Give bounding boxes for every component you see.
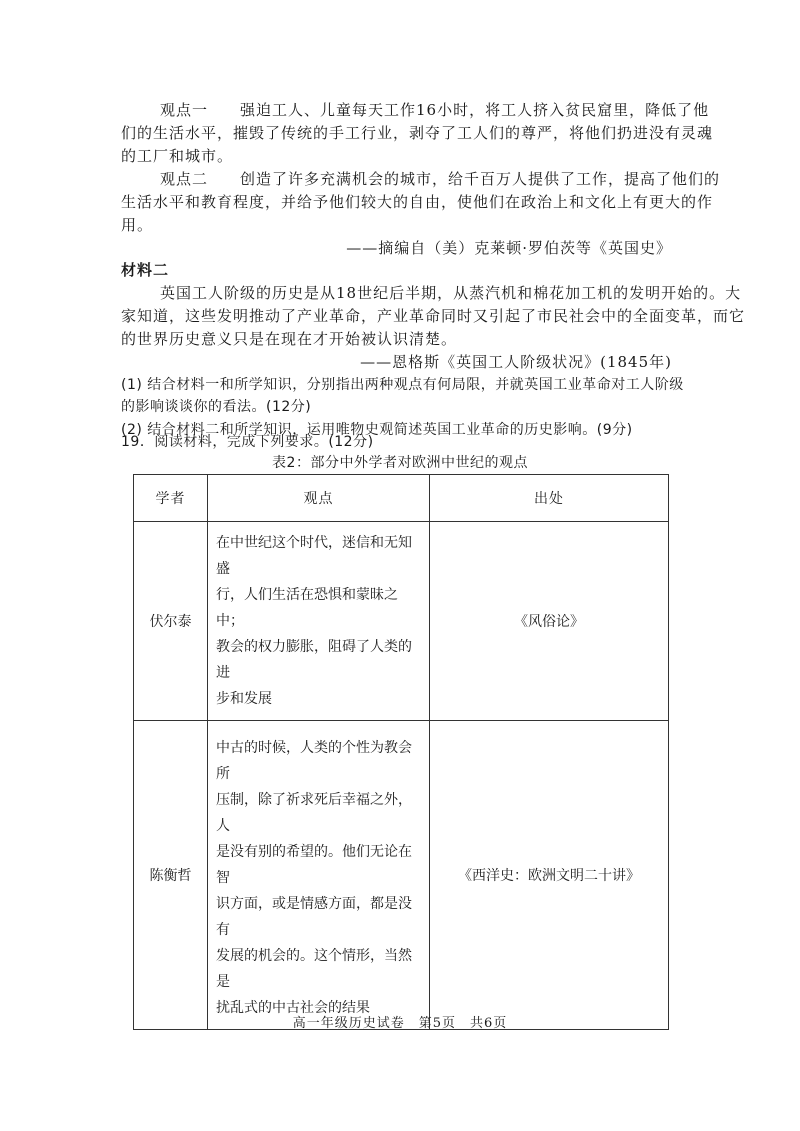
viewpoint2-label: 观点二	[160, 170, 209, 188]
view-line: 识方面，或是情感方面，都是没有	[216, 896, 412, 938]
viewpoint2-line1	[160, 168, 720, 190]
table-row	[134, 721, 669, 1030]
view-line: 行，人们生活在恐惧和蒙昧之中；	[216, 587, 398, 629]
table-caption: 表2：部分中外学者对欧洲中世纪的观点	[272, 455, 528, 471]
viewpoint2-line2: 生活水平和教育程度，并给予他们较大的自由，使他们在政治上和文化上有更大的作	[121, 193, 714, 211]
question19-title: 19．阅读材料，完成下列要求。(12分)	[121, 434, 374, 450]
view-line: 步和发展	[216, 691, 272, 707]
view-line: 是没有别的希望的。他们无论在智	[216, 844, 412, 886]
question2: (2) 结合材料二和所学知识，运用唯物史观简述英国工业革命的历史影响。(9分)	[121, 422, 633, 438]
view-line: 在中世纪这个时代，迷信和无知盛	[216, 535, 412, 577]
material1-source: ——摘编自（美）克莱顿·罗伯茨等《英国史》	[346, 239, 672, 257]
viewpoint1-line1	[160, 99, 709, 121]
viewpoint1-line2: 们的生活水平，摧毁了传统的手工行业，剥夺了工人们的尊严，将他们扔进没有灵魂	[121, 124, 714, 142]
scholar-name: 伏尔泰	[134, 522, 208, 721]
scholar-view	[208, 721, 430, 1030]
material2-heading: 材料二	[121, 261, 170, 279]
material2-line3: 的世界历史意义只是在现在才开始被认识清楚。	[121, 330, 458, 348]
question1-line1: (1) 结合材料一和所学知识，分别指出两种观点有何局限，并就英国工业革命对工人阶级	[121, 377, 684, 393]
view-line: 教会的权力膨胀，阻碍了人类的进	[216, 639, 412, 681]
page-footer: 高一年级历史试卷 第5页 共6页	[292, 1016, 508, 1031]
view-line: 压制，除了祈求死后幸福之外，人	[216, 792, 412, 834]
material2-line1: 英国工人阶级的历史是从18世纪后半期，从蒸汽机和棉花加工机的发明开始的。大	[160, 284, 742, 302]
view-line: 扰乱式的中古社会的结果	[216, 1000, 370, 1016]
question1-line2: 的影响谈谈你的看法。(12分)	[121, 399, 312, 415]
material2-line2: 家知道，这些发明推动了产业革命，产业革命同时又引起了市民社会中的全面变革，而它	[121, 307, 746, 325]
header-scholar: 学者	[134, 475, 208, 522]
table-header-row	[134, 475, 669, 522]
viewpoint2-text: 创造了许多充满机会的城市，给千百万人提供了工作，提高了他们的	[240, 170, 721, 188]
viewpoint2-line3: 用。	[121, 216, 154, 234]
view-line: 中古的时候，人类的个性为教会所	[216, 740, 412, 782]
material2-source: ——恩格斯《英国工人阶级状况》(1845年)	[360, 353, 672, 371]
viewpoint1-text: 强迫工人、儿童每天工作16小时，将工人挤入贫民窟里，降低了他	[240, 101, 710, 119]
scholar-source: 《风俗论》	[430, 522, 669, 721]
scholar-name: 陈衡哲	[134, 721, 208, 1030]
table-row	[134, 522, 669, 721]
header-source: 出处	[430, 475, 669, 522]
scholars-table	[133, 474, 669, 1030]
scholar-view	[208, 522, 430, 721]
view-line: 发展的机会的。这个情形，当然是	[216, 948, 412, 990]
viewpoint1-line3: 的工厂和城市。	[121, 147, 234, 165]
header-view: 观点	[208, 475, 430, 522]
viewpoint1-label: 观点一	[160, 101, 209, 119]
scholar-source: 《西洋史：欧洲文明二十讲》	[430, 721, 669, 1030]
